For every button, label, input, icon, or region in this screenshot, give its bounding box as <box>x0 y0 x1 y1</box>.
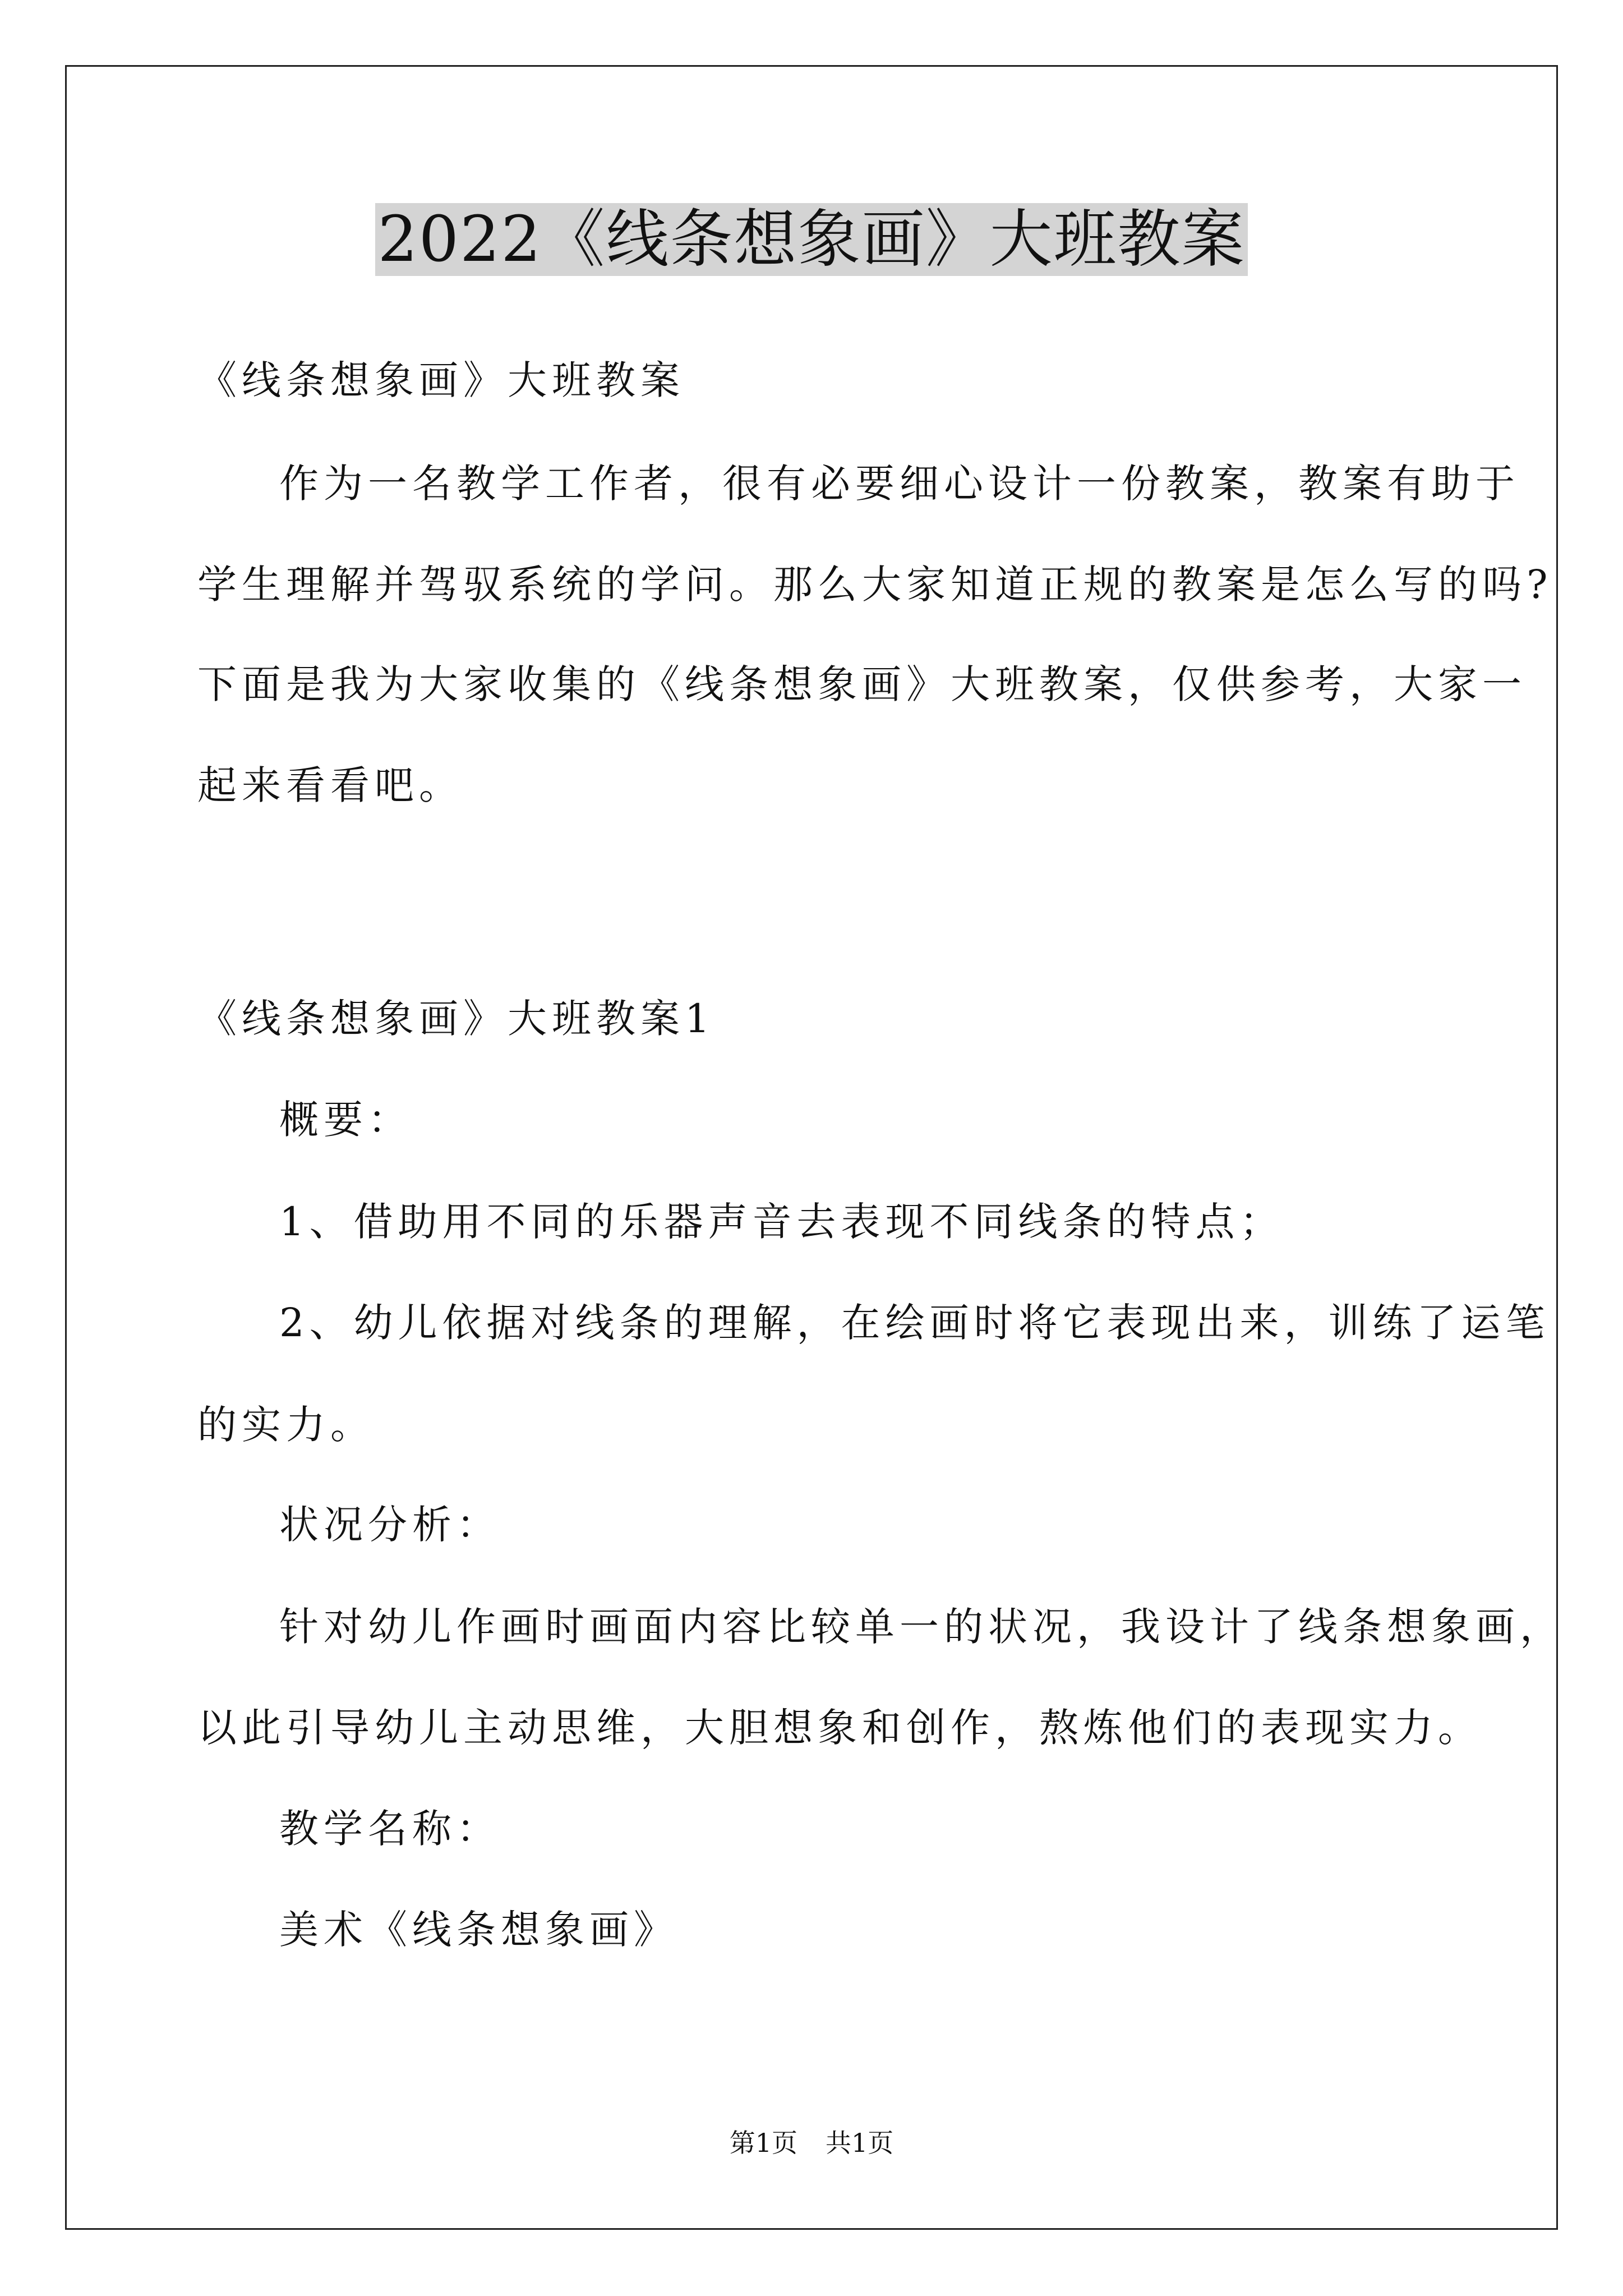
paragraph-line: 状况分析： <box>279 1502 501 1548</box>
paragraph-line: 学生理解并驾驭系统的学问。那么大家知道正规的教案是怎么写的吗? <box>197 562 1553 608</box>
paragraph-line: 的实力。 <box>197 1402 375 1448</box>
document-title-text: 2022《线条想象画》大班教案 <box>375 203 1247 276</box>
paragraph-line: 1、借助用不同的乐器声音去表现不同线条的特点； <box>279 1199 1284 1245</box>
paragraph-line: 针对幼儿作画时画面内容比较单一的状况，我设计了线条想象画， <box>279 1604 1564 1650</box>
subtitle-line: 《线条想象画》大班教案 <box>197 357 685 403</box>
page-total: 共1页 <box>826 2128 894 2158</box>
paragraph-line: 美术《线条想象画》 <box>279 1907 678 1953</box>
paragraph-line: 下面是我为大家收集的《线条想象画》大班教案，仅供参考，大家一 <box>197 661 1527 707</box>
document-title <box>0 197 1623 282</box>
page-footer <box>0 2126 1623 2160</box>
section-heading: 《线条想象画》大班教案1 <box>197 996 715 1042</box>
page-number: 第1页 <box>729 2128 797 2158</box>
paragraph-line: 起来看看吧。 <box>197 762 463 808</box>
paragraph-line: 概要： <box>279 1097 412 1143</box>
paragraph-line: 教学名称： <box>279 1806 501 1852</box>
paragraph-line: 以此引导幼儿主动思维，大胆想象和创作，熬炼他们的表现实力。 <box>197 1705 1482 1751</box>
paragraph-line: 2、幼儿依据对线条的理解，在绘画时将它表现出来，训练了运笔 <box>279 1300 1550 1346</box>
paragraph-line: 作为一名教学工作者，很有必要细心设计一份教案，教案有助于 <box>279 461 1520 507</box>
